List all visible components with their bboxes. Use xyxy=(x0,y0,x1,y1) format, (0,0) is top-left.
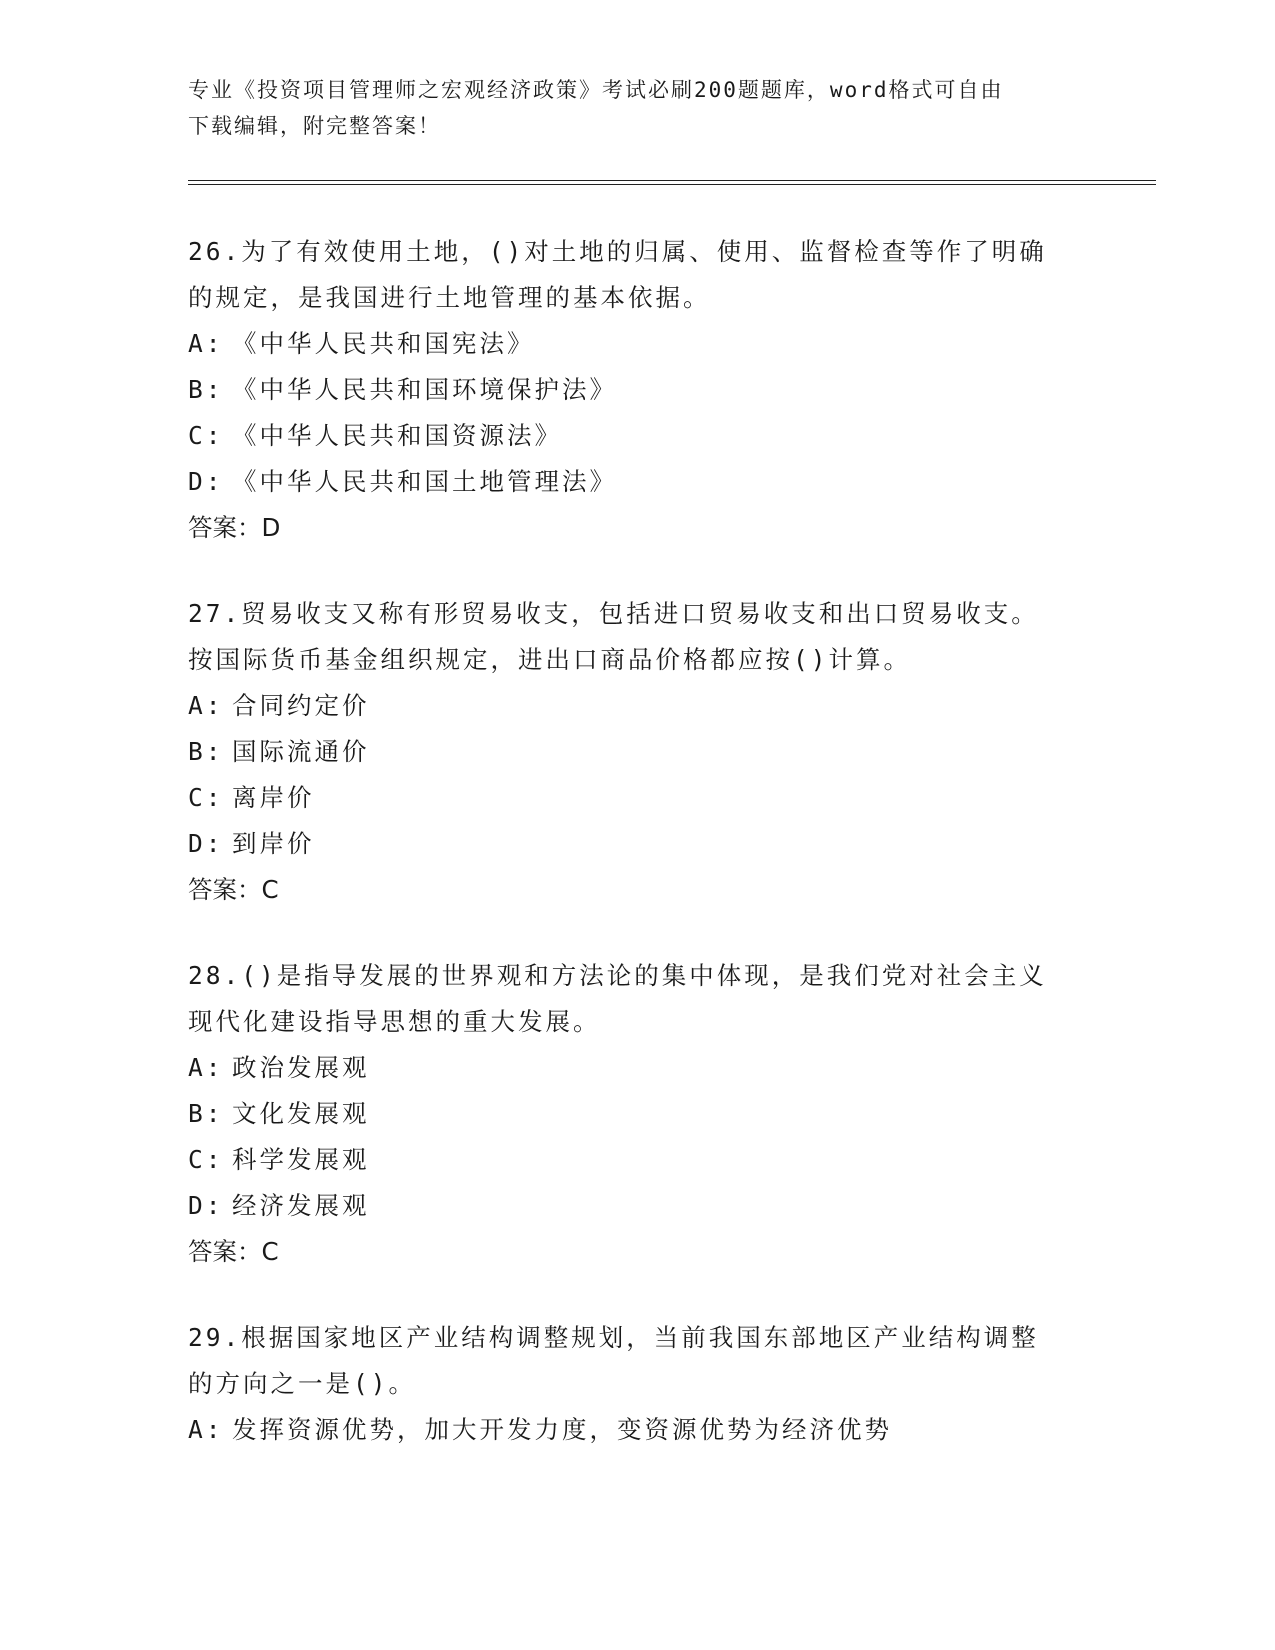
option-text: 《中华人民共和国宪法》 xyxy=(232,329,535,358)
answer-line xyxy=(188,505,1088,551)
option-text: 《中华人民共和国土地管理法》 xyxy=(232,467,617,496)
option-text: 合同约定价 xyxy=(232,691,370,720)
option-d xyxy=(188,459,1088,505)
option-letter: A: xyxy=(188,691,224,720)
option-letter: D: xyxy=(188,829,224,858)
option-a xyxy=(188,1045,1088,1091)
answer-line xyxy=(188,1229,1088,1275)
header-divider-top xyxy=(188,180,1156,181)
option-d xyxy=(188,1183,1088,1229)
question-stem-line: 现代化建设指导思想的重大发展。 xyxy=(188,1007,601,1036)
question-stem-line: 的方向之一是()。 xyxy=(188,1369,416,1398)
question-stem-line: 的规定，是我国进行土地管理的基本依据。 xyxy=(188,283,711,312)
option-letter: B: xyxy=(188,1099,224,1128)
header-line-2: 下载编辑，附完整答案！ xyxy=(188,114,441,138)
option-a xyxy=(188,321,1088,367)
option-text: 到岸价 xyxy=(232,829,315,858)
answer-value: C xyxy=(261,1237,280,1266)
question-stem-line: 28.()是指导发展的世界观和方法论的集中体现，是我们党对社会主义 xyxy=(188,961,1047,990)
option-c xyxy=(188,413,1088,459)
option-b xyxy=(188,367,1088,413)
question-stem-line: 按国际货币基金组织规定，进出口商品价格都应按()计算。 xyxy=(188,645,911,674)
header-line-1: 专业《投资项目管理师之宏观经济政策》考试必刷200题题库，word格式可自由 xyxy=(188,78,1004,102)
option-c xyxy=(188,775,1088,821)
option-letter: B: xyxy=(188,375,224,404)
option-text: 政治发展观 xyxy=(232,1053,370,1082)
option-letter: A: xyxy=(188,1415,224,1444)
header-divider-bottom xyxy=(188,184,1156,185)
option-letter: C: xyxy=(188,421,224,450)
answer-value: D xyxy=(261,513,282,542)
option-b xyxy=(188,729,1088,775)
option-text: 离岸价 xyxy=(232,783,315,812)
answer-line xyxy=(188,867,1088,913)
answer-label: 答案： xyxy=(188,513,262,542)
option-letter: D: xyxy=(188,1191,224,1220)
question-29 xyxy=(188,1315,1088,1453)
question-27 xyxy=(188,591,1088,913)
question-stem-line: 27.贸易收支又称有形贸易收支，包括进口贸易收支和出口贸易收支。 xyxy=(188,599,1039,628)
question-28 xyxy=(188,953,1088,1275)
option-text: 《中华人民共和国资源法》 xyxy=(232,421,562,450)
option-text: 发挥资源优势，加大开发力度，变资源优势为经济优势 xyxy=(232,1415,892,1444)
question-stem-line: 29.根据国家地区产业结构调整规划，当前我国东部地区产业结构调整 xyxy=(188,1323,1039,1352)
option-text: 经济发展观 xyxy=(232,1191,370,1220)
option-text: 国际流通价 xyxy=(232,737,370,766)
option-letter: A: xyxy=(188,1053,224,1082)
option-a xyxy=(188,683,1088,729)
option-text: 科学发展观 xyxy=(232,1145,370,1174)
option-letter: D: xyxy=(188,467,224,496)
question-stem-line: 26.为了有效使用土地，()对土地的归属、使用、监督检查等作了明确 xyxy=(188,237,1047,266)
option-letter: A: xyxy=(188,329,224,358)
document-header xyxy=(188,72,1088,144)
answer-value: C xyxy=(261,875,280,904)
option-b xyxy=(188,1091,1088,1137)
answer-label: 答案： xyxy=(188,1237,262,1266)
option-d xyxy=(188,821,1088,867)
option-letter: C: xyxy=(188,783,224,812)
option-c xyxy=(188,1137,1088,1183)
answer-label: 答案： xyxy=(188,875,262,904)
option-a xyxy=(188,1407,1088,1453)
question-26 xyxy=(188,229,1088,551)
option-letter: B: xyxy=(188,737,224,766)
option-letter: C: xyxy=(188,1145,224,1174)
option-text: 《中华人民共和国环境保护法》 xyxy=(232,375,617,404)
option-text: 文化发展观 xyxy=(232,1099,370,1128)
